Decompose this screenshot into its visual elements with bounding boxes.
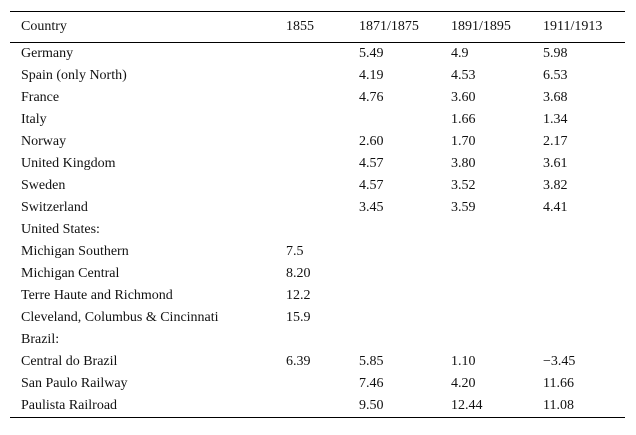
- table-row: [10, 153, 625, 175]
- cell-1871-1875: 5.85: [359, 354, 384, 369]
- cell-1855: 8.20: [286, 266, 311, 281]
- table-row: [10, 395, 625, 418]
- cell-1855: 15.9: [286, 310, 311, 325]
- cell-1855: 12.2: [286, 288, 311, 303]
- cell-1871-1875: 4.76: [359, 90, 384, 105]
- header-row: [10, 12, 625, 43]
- cell-country: Germany: [21, 46, 74, 61]
- cell-1871-1875: 4.19: [359, 68, 384, 83]
- cell-1911-1913: [532, 329, 625, 351]
- table-row: [10, 241, 625, 263]
- cell-1891-1895: 3.80: [451, 156, 476, 171]
- cell-1855: [275, 43, 348, 66]
- cell-country: United States:: [21, 222, 100, 237]
- cell-1855: [275, 175, 348, 197]
- cell-1871-1875: 3.45: [359, 200, 384, 215]
- cell-1911-1913: [532, 241, 625, 263]
- cell-1911-1913: 3.68: [543, 90, 568, 105]
- cell-1855: 7.5: [286, 244, 304, 259]
- cell-1891-1895: [440, 241, 532, 263]
- cell-1855: [275, 65, 348, 87]
- table-row: [10, 351, 625, 373]
- cell-1871-1875: 2.60: [359, 134, 384, 149]
- cell-country: Michigan Southern: [21, 244, 129, 259]
- cell-country: Italy: [21, 112, 47, 127]
- cell-country: Michigan Central: [21, 266, 120, 281]
- cell-country: Sweden: [21, 178, 66, 193]
- table-row: [10, 219, 625, 241]
- cell-1855: [275, 329, 348, 351]
- cell-1891-1895: 1.10: [451, 354, 476, 369]
- cell-1855: 6.39: [286, 354, 311, 369]
- cell-1871-1875: [348, 329, 440, 351]
- header-1871-1875: 1871/1875: [359, 19, 419, 34]
- header-1911-1913: 1911/1913: [543, 19, 603, 34]
- cell-1871-1875: 4.57: [359, 178, 384, 193]
- cell-1891-1895: 4.20: [451, 376, 476, 391]
- cell-1855: [275, 153, 348, 175]
- cell-1911-1913: 2.17: [543, 134, 568, 149]
- table-row: [10, 307, 625, 329]
- table-row: [10, 43, 625, 66]
- cell-1891-1895: 1.70: [451, 134, 476, 149]
- header-country: Country: [21, 19, 67, 34]
- cell-1911-1913: 3.61: [543, 156, 568, 171]
- cell-1891-1895: 3.60: [451, 90, 476, 105]
- cell-country: France: [21, 90, 60, 105]
- cell-1855: [275, 87, 348, 109]
- table-row: [10, 109, 625, 131]
- cell-1871-1875: [348, 241, 440, 263]
- cell-1891-1895: 3.52: [451, 178, 476, 193]
- cell-1891-1895: 3.59: [451, 200, 476, 215]
- cell-1871-1875: [348, 219, 440, 241]
- cell-country: Cleveland, Columbus & Cincinnati: [21, 310, 219, 325]
- cell-1855: [275, 109, 348, 131]
- cell-country: Switzerland: [21, 200, 88, 215]
- cell-1911-1913: −3.45: [543, 354, 576, 369]
- cell-1891-1895: 1.66: [451, 112, 476, 127]
- cell-1871-1875: [348, 109, 440, 131]
- data-table-container: [10, 11, 625, 418]
- table-row: [10, 131, 625, 153]
- table-row: [10, 197, 625, 219]
- cell-1911-1913: 1.34: [543, 112, 568, 127]
- cell-1911-1913: [532, 307, 625, 329]
- cell-country: United Kingdom: [21, 156, 116, 171]
- cell-1891-1895: [440, 329, 532, 351]
- cell-1871-1875: [348, 307, 440, 329]
- header-1891-1895: 1891/1895: [451, 19, 511, 34]
- cell-1911-1913: [532, 263, 625, 285]
- cell-1871-1875: [348, 285, 440, 307]
- cell-1855: [275, 197, 348, 219]
- cell-country: Norway: [21, 134, 67, 149]
- cell-country: Paulista Railroad: [21, 398, 118, 413]
- cell-1911-1913: 11.08: [543, 398, 574, 413]
- table-body: [10, 43, 625, 418]
- table-row: [10, 329, 625, 351]
- cell-1871-1875: 7.46: [359, 376, 384, 391]
- cell-1911-1913: 6.53: [543, 68, 568, 83]
- cell-1871-1875: 5.49: [359, 46, 384, 61]
- table-row: [10, 285, 625, 307]
- cell-country: Terre Haute and Richmond: [21, 288, 173, 303]
- table-row: [10, 373, 625, 395]
- cell-1871-1875: 9.50: [359, 398, 384, 413]
- cell-1891-1895: 4.9: [451, 46, 469, 61]
- cell-1855: [275, 131, 348, 153]
- cell-country: Central do Brazil: [21, 354, 118, 369]
- cell-1911-1913: 4.41: [543, 200, 568, 215]
- cell-1891-1895: [440, 285, 532, 307]
- cell-1855: [275, 219, 348, 241]
- cell-country: Spain (only North): [21, 68, 127, 83]
- cell-1855: [275, 373, 348, 395]
- cell-1911-1913: 3.82: [543, 178, 568, 193]
- cell-1891-1895: [440, 307, 532, 329]
- cell-1891-1895: [440, 219, 532, 241]
- cell-country: San Paulo Railway: [21, 376, 128, 391]
- cell-1911-1913: [532, 285, 625, 307]
- cell-1911-1913: [532, 219, 625, 241]
- cell-1891-1895: [440, 263, 532, 285]
- cell-1911-1913: 5.98: [543, 46, 568, 61]
- header-1855: 1855: [286, 19, 314, 34]
- cell-1871-1875: 4.57: [359, 156, 384, 171]
- table-row: [10, 263, 625, 285]
- table-row: [10, 65, 625, 87]
- cell-1911-1913: 11.66: [543, 376, 574, 391]
- table-row: [10, 87, 625, 109]
- cell-1891-1895: 4.53: [451, 68, 476, 83]
- cell-country: Brazil:: [21, 332, 60, 347]
- data-table: [10, 11, 625, 418]
- table-row: [10, 175, 625, 197]
- cell-1871-1875: [348, 263, 440, 285]
- table-header: [10, 12, 625, 43]
- cell-1855: [275, 395, 348, 418]
- cell-1891-1895: 12.44: [451, 398, 483, 413]
